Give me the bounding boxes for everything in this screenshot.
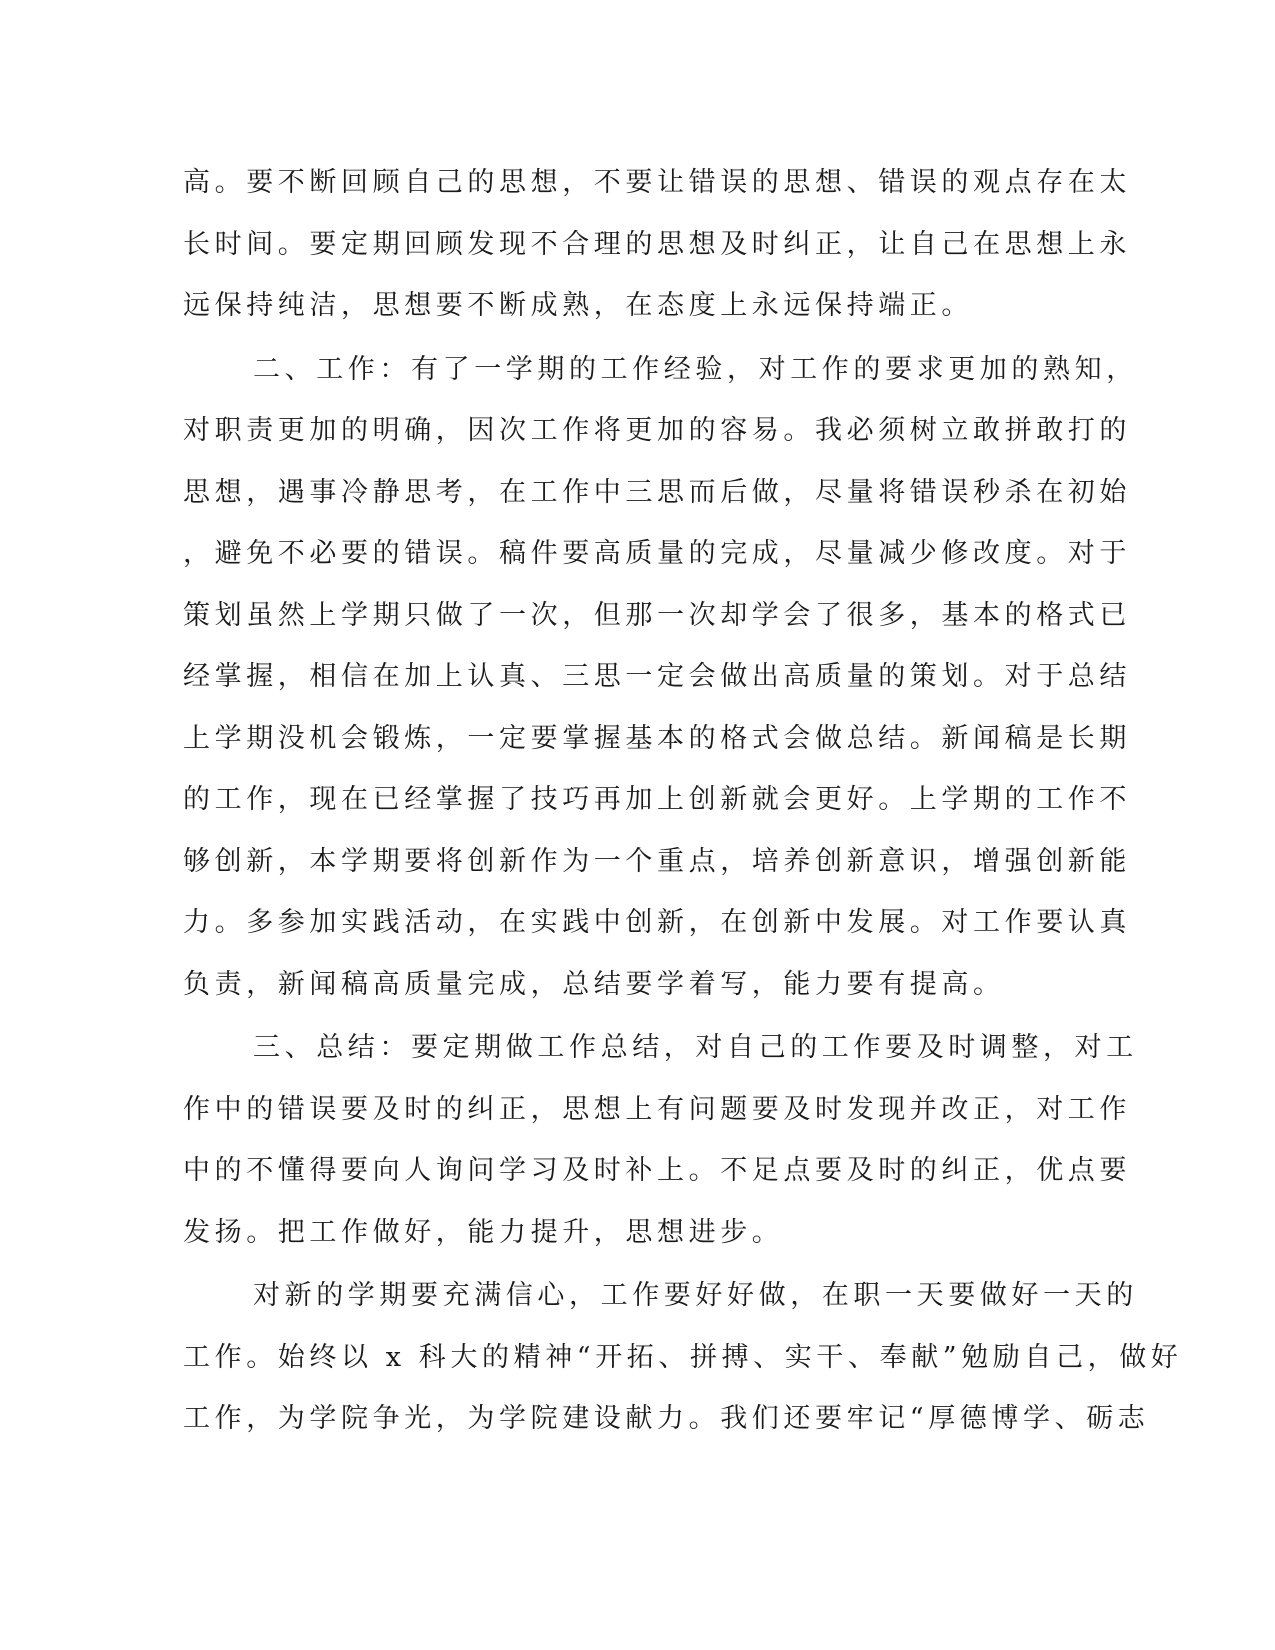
text-line: 负责，新闻稿高质量完成，总结要学着写，能力要有提高。	[183, 968, 1005, 1000]
text-line: 够创新，本学期要将创新作为一个重点，培养创新意识，增强创新能	[183, 845, 1131, 877]
paragraph-summary	[183, 1017, 1138, 1263]
paragraph-thinking-continued	[183, 152, 1131, 337]
text-line: 工作。始终以 x 科大的精神“开拓、拼搏、实干、奉献”勉励自己，做好	[183, 1341, 1183, 1373]
text-line: 工作，为学院争光，为学院建设献力。我们还要牢记“厚德博学、砺志	[183, 1403, 1150, 1434]
text-line: 二、工作：有了一学期的工作经验，对工作的要求更加的熟知，	[253, 353, 1138, 385]
text-line: 上学期没机会锻炼，一定要掌握基本的格式会做总结。新闻稿是长期	[183, 722, 1131, 754]
text-line: 作中的错误要及时的纠正，思想上有问题要及时发现并改正，对工作	[183, 1093, 1131, 1125]
text-line: 三、总结：要定期做工作总结，对自己的工作要及时调整，对工	[253, 1032, 1138, 1063]
text-line: 高。要不断回顾自己的思想，不要让错误的思想、错误的观点存在太	[183, 167, 1131, 198]
text-line: 长时间。要定期回顾发现不合理的思想及时纠正，让自己在思想上永	[183, 228, 1131, 260]
text-line: 的工作，现在已经掌握了技巧再加上创新就会更好。上学期的工作不	[183, 784, 1131, 815]
text-line: 策划虽然上学期只做了一次，但那一次却学会了很多，基本的格式已	[183, 599, 1131, 631]
text-line: 经掌握，相信在加上认真、三思一定会做出高质量的策划。对于总结	[183, 661, 1131, 692]
document-body	[183, 152, 1183, 1450]
paragraph-new-semester	[183, 1265, 1183, 1450]
text-line: 对新的学期要充满信心，工作要好好做，在职一天要做好一天的	[253, 1280, 1138, 1311]
text-line: 思想，遇事冷静思考，在工作中三思而后做，尽量将错误秒杀在初始	[183, 476, 1131, 508]
text-line: 中的不懂得要向人询问学习及时补上。不足点要及时的纠正，优点要	[183, 1155, 1131, 1186]
paragraph-work	[183, 339, 1138, 1016]
text-line: 力。多参加实践活动，在实践中创新，在创新中发展。对工作要认真	[183, 907, 1131, 938]
text-line: 远保持纯洁，思想要不断成熟，在态度上永远保持端正。	[183, 290, 973, 321]
text-line: 发扬。把工作做好，能力提升，思想进步。	[183, 1216, 784, 1248]
text-line: ，避免不必要的错误。稿件要高质量的完成，尽量减少修改度。对于	[183, 538, 1131, 569]
text-line: 对职责更加的明确，因次工作将更加的容易。我必须树立敢拼敢打的	[183, 415, 1131, 446]
